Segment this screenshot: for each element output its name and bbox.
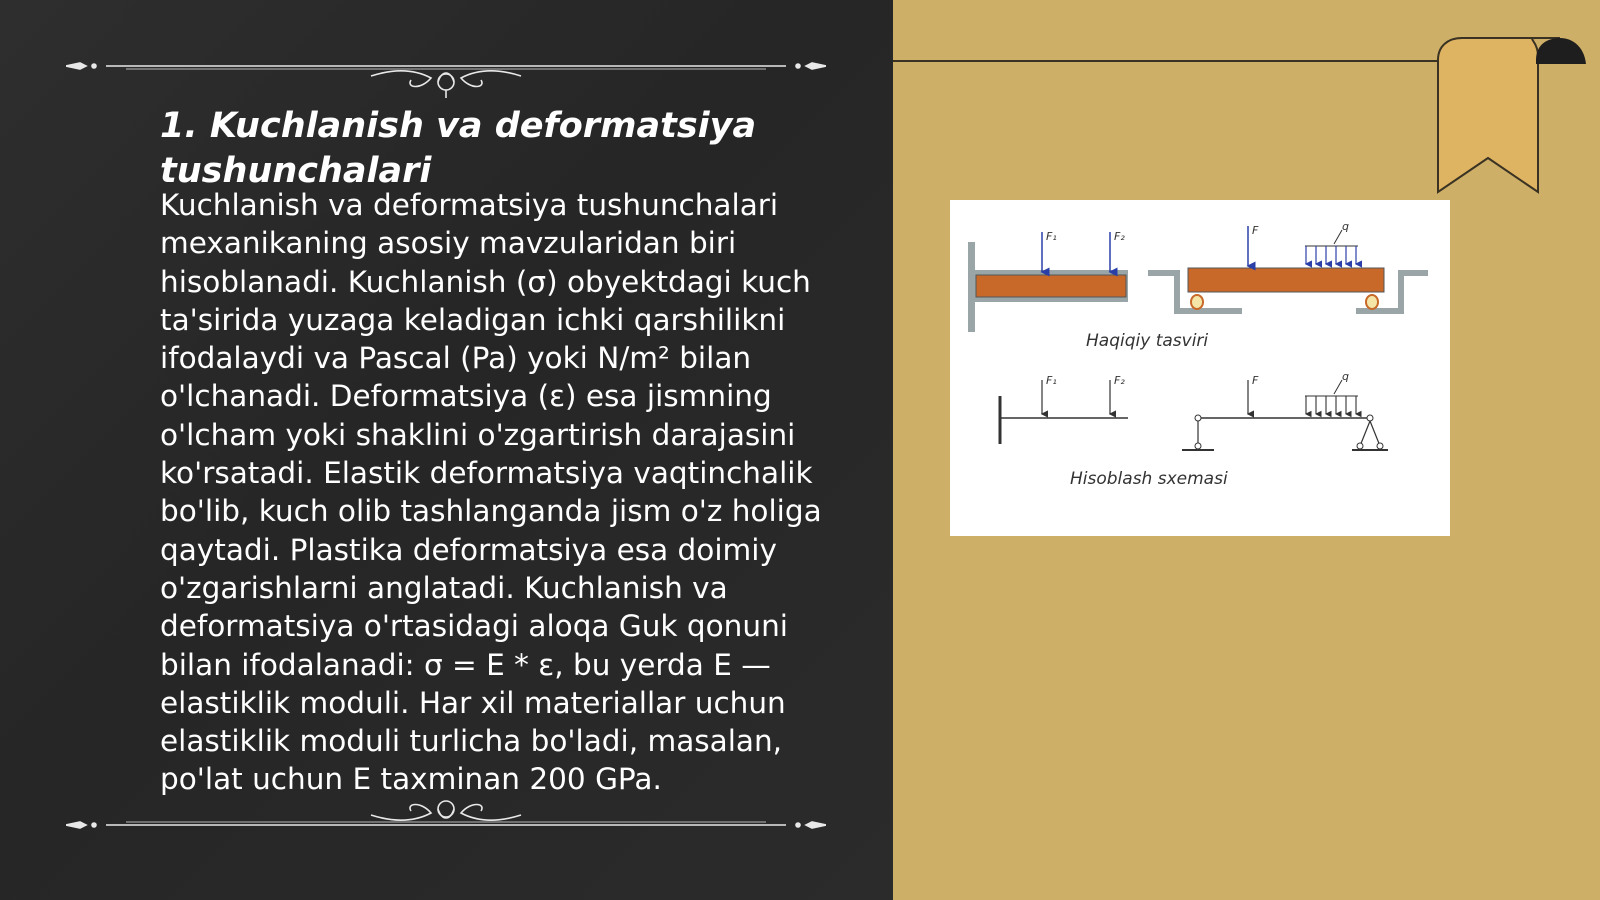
bookmark-ribbon-icon xyxy=(1430,36,1600,206)
label-f1-real: F₁ xyxy=(1046,230,1057,243)
label-f2-real: F₂ xyxy=(1114,230,1125,243)
slide-body-text: Kuchlanish va deformatsiya tushunchalari mexanikaning asosiy mavzularidan biri hisoblanadi. Kuchlanish (σ) obyektdagi kuch ta'sirida yuzaga keladigan ichki qarshilikni ifodalaydi va Pascal (Pa) yoki N/m² bilan o'lchanadi. Deformatsiya (ε) esa jismning o'lcham yoki shaklini o'zgartirish darajasini ko'rsatadi. Elastik deformatsiya vaqtinchalik bo'lib, kuch olib tashlanganda jism o'z holiga qaytadi. Plastika deformatsiya esa doimiy o'zgarishlarni anglatadi. Kuchlanish va deformatsiya o'rtasidagi aloqa Guk qonuni bilan ifodalanadi: σ = E * ε, bu yerda E — elastiklik moduli. Har xil materiallar uchun elastiklik moduli turlicha bo'ladi, masalan, po'lat uchun E taxminan 200 GPa. xyxy=(160,188,822,797)
slide-title: 1. Kuchlanish va deformatsiya tushunchalari xyxy=(160,106,757,191)
top-ornament-divider xyxy=(66,48,826,98)
label-f-real: F xyxy=(1252,224,1259,237)
label-f2-scheme: F₂ xyxy=(1114,374,1125,387)
label-f-scheme: F xyxy=(1252,374,1259,387)
beam-diagram-image xyxy=(950,200,1450,536)
caption-scheme: Hisoblash sxemasi xyxy=(1070,469,1228,489)
label-f1-scheme: F₁ xyxy=(1046,374,1057,387)
cantilever-scheme xyxy=(1000,374,1128,444)
simply-supported-scheme xyxy=(1182,370,1388,450)
label-q-real: q xyxy=(1342,220,1349,233)
label-q-scheme: q xyxy=(1342,370,1349,383)
top-divider-line xyxy=(893,60,1438,62)
simply-supported-real xyxy=(1148,220,1428,314)
bottom-ornament-divider xyxy=(66,780,826,830)
cantilever-real xyxy=(968,230,1128,332)
caption-real: Haqiqiy tasviri xyxy=(1086,331,1209,351)
